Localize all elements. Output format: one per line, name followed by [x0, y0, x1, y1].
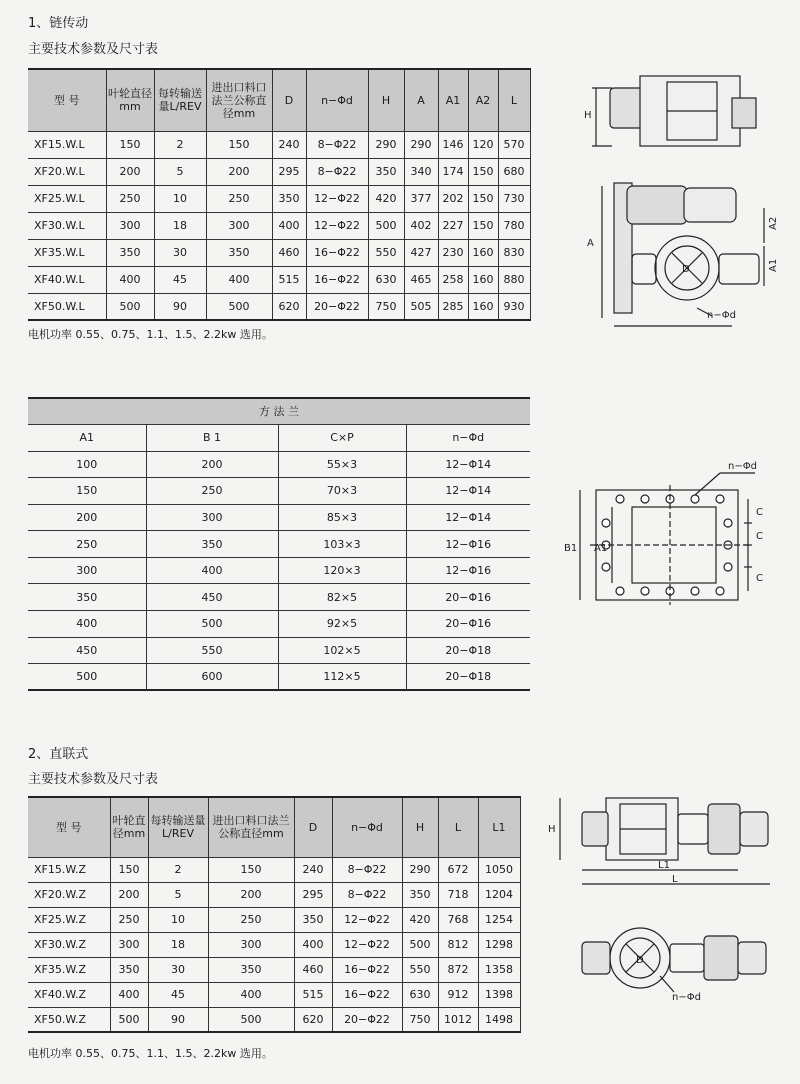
cell: 146 — [438, 131, 468, 158]
cell: 350 — [368, 158, 404, 185]
cell: 18 — [154, 212, 206, 239]
dim-a-label: A — [587, 238, 594, 249]
cell: 550 — [146, 637, 278, 664]
cell: 160 — [468, 239, 498, 266]
header-flange-diameter: 进出口料口法兰公称直径mm — [206, 69, 272, 131]
header-h: H — [368, 69, 404, 131]
cell: 16−Φ22 — [332, 957, 402, 982]
header-l: L — [438, 797, 478, 857]
cell: 70×3 — [278, 478, 406, 505]
cell: 285 — [438, 293, 468, 320]
table-row — [28, 185, 530, 212]
cell: 45 — [148, 982, 208, 1007]
cell: 5 — [154, 158, 206, 185]
cell: 10 — [154, 185, 206, 212]
dim-c-label: C — [756, 573, 763, 584]
cell: 150 — [468, 185, 498, 212]
cell: 258 — [438, 266, 468, 293]
header-cxp: C×P — [278, 424, 406, 451]
cell: 250 — [146, 478, 278, 505]
cell: 20−Φ22 — [332, 1007, 402, 1032]
direct-drive-spec-table — [28, 796, 521, 1033]
cell: XF20.W.L — [28, 158, 106, 185]
cell: 620 — [272, 293, 306, 320]
cell: 100 — [28, 451, 146, 478]
cell: 1358 — [478, 957, 520, 982]
cell: 450 — [146, 584, 278, 611]
cell: 85×3 — [278, 504, 406, 531]
cell: 570 — [498, 131, 530, 158]
cell: 402 — [404, 212, 438, 239]
cell: 500 — [368, 212, 404, 239]
cell: XF35.W.L — [28, 239, 106, 266]
cell: 450 — [28, 637, 146, 664]
table-row — [28, 1007, 520, 1032]
cell: 20−Φ16 — [406, 611, 530, 638]
cell: 500 — [106, 293, 154, 320]
header-d: D — [272, 69, 306, 131]
cell: 103×3 — [278, 531, 406, 558]
cell: 150 — [468, 212, 498, 239]
cell: 150 — [468, 158, 498, 185]
cell: 300 — [28, 557, 146, 584]
cell: 505 — [404, 293, 438, 320]
table-row — [28, 664, 530, 691]
cell: 2 — [154, 131, 206, 158]
cell: 400 — [28, 611, 146, 638]
section2-subheading: 主要技术参数及尺寸表 — [28, 772, 159, 787]
cell: 160 — [468, 293, 498, 320]
cell: 18 — [148, 932, 208, 957]
cell: 16−Φ22 — [306, 266, 368, 293]
cell: 45 — [154, 266, 206, 293]
dim-nd-label: n−Φd — [707, 310, 736, 321]
dim-d-label: D — [682, 264, 690, 275]
cell: 550 — [368, 239, 404, 266]
cell: XF15.W.Z — [28, 857, 110, 882]
cell: 55×3 — [278, 451, 406, 478]
table-row — [28, 882, 520, 907]
cell: 515 — [294, 982, 332, 1007]
cell: 350 — [110, 957, 148, 982]
cell: 730 — [498, 185, 530, 212]
dim-b1-label: B1 — [564, 543, 578, 554]
cell: 290 — [368, 131, 404, 158]
table-row — [28, 266, 530, 293]
cell: 550 — [402, 957, 438, 982]
cell: 400 — [206, 266, 272, 293]
cell: 227 — [438, 212, 468, 239]
cell: 200 — [106, 158, 154, 185]
cell: 1050 — [478, 857, 520, 882]
cell: 12−Φ14 — [406, 504, 530, 531]
cell: 340 — [404, 158, 438, 185]
dim-nd-label: n−Φd — [672, 992, 701, 1003]
dim-c-label: C — [756, 507, 763, 518]
header-a: A — [404, 69, 438, 131]
cell: 400 — [272, 212, 306, 239]
cell: 8−Φ22 — [306, 158, 368, 185]
table-row — [28, 611, 530, 638]
cell: 200 — [146, 451, 278, 478]
cell: 460 — [294, 957, 332, 982]
section2-note: 电机功率 0.55、0.75、1.1、1.5、2.2kw 选用。 — [28, 1047, 273, 1060]
dim-h-label: H — [548, 824, 556, 835]
header-model: 型 号 — [28, 69, 106, 131]
cell: 290 — [404, 131, 438, 158]
cell: 750 — [402, 1007, 438, 1032]
cell: 400 — [146, 557, 278, 584]
cell: 812 — [438, 932, 478, 957]
cell: 112×5 — [278, 664, 406, 691]
cell: 500 — [110, 1007, 148, 1032]
section2-heading: 2、直联式 — [28, 747, 89, 762]
cell: 500 — [28, 664, 146, 691]
cell: 8−Φ22 — [306, 131, 368, 158]
cell: 240 — [294, 857, 332, 882]
table-row — [28, 239, 530, 266]
cell: 350 — [208, 957, 294, 982]
cell: 12−Φ14 — [406, 478, 530, 505]
header-b1: B 1 — [146, 424, 278, 451]
cell: 12−Φ22 — [306, 212, 368, 239]
cell: 12−Φ22 — [306, 185, 368, 212]
cell: 230 — [438, 239, 468, 266]
table-row — [28, 478, 530, 505]
cell: 500 — [146, 611, 278, 638]
cell: 872 — [438, 957, 478, 982]
table-row — [28, 907, 520, 932]
cell: 350 — [402, 882, 438, 907]
table-row — [28, 637, 530, 664]
cell: 82×5 — [278, 584, 406, 611]
header-a1: A1 — [438, 69, 468, 131]
cell: 200 — [206, 158, 272, 185]
flange-title: 方 法 兰 — [28, 398, 530, 424]
header-impeller-diameter: 叶轮直径mm — [110, 797, 148, 857]
cell: 12−Φ22 — [332, 932, 402, 957]
cell: 680 — [498, 158, 530, 185]
table-row — [28, 212, 530, 239]
cell: 20−Φ22 — [306, 293, 368, 320]
dim-nd-label: n−Φd — [728, 461, 757, 472]
table-row — [28, 451, 530, 478]
header-n-phid: n−Φd — [306, 69, 368, 131]
cell: 350 — [272, 185, 306, 212]
cell: 377 — [404, 185, 438, 212]
table-row — [28, 131, 530, 158]
cell: 12−Φ16 — [406, 557, 530, 584]
cell: 30 — [148, 957, 208, 982]
cell: 400 — [106, 266, 154, 293]
cell: 400 — [208, 982, 294, 1007]
cell: XF25.W.Z — [28, 907, 110, 932]
cell: 295 — [294, 882, 332, 907]
cell: 880 — [498, 266, 530, 293]
cell: 912 — [438, 982, 478, 1007]
cell: XF50.W.L — [28, 293, 106, 320]
table-row — [28, 584, 530, 611]
square-flange-drawing — [560, 455, 790, 625]
cell: 150 — [206, 131, 272, 158]
cell: XF40.W.L — [28, 266, 106, 293]
table-row — [28, 293, 530, 320]
cell: 350 — [106, 239, 154, 266]
section1-note: 电机功率 0.55、0.75、1.1、1.5、2.2kw 选用。 — [28, 328, 273, 341]
cell: XF30.W.L — [28, 212, 106, 239]
header-model: 型 号 — [28, 797, 110, 857]
header-volume-per-rev: 每转输送量L/REV — [148, 797, 208, 857]
header-l: L — [498, 69, 530, 131]
cell: 400 — [294, 932, 332, 957]
cell: XF50.W.Z — [28, 1007, 110, 1032]
header-n-phid: n−Φd — [332, 797, 402, 857]
cell: 8−Φ22 — [332, 882, 402, 907]
cell: 300 — [146, 504, 278, 531]
table-row — [28, 982, 520, 1007]
cell: 350 — [146, 531, 278, 558]
cell: 200 — [28, 504, 146, 531]
table-row — [28, 857, 520, 882]
cell: 250 — [106, 185, 154, 212]
cell: 1254 — [478, 907, 520, 932]
header-impeller-diameter: 叶轮直径mm — [106, 69, 154, 131]
cell: 16−Φ22 — [306, 239, 368, 266]
chain-drive-spec-table — [28, 68, 531, 321]
cell: 20−Φ16 — [406, 584, 530, 611]
dim-a2-label: A2 — [768, 216, 779, 230]
cell: 300 — [208, 932, 294, 957]
dim-a1-label: A1 — [768, 258, 779, 272]
cell: 500 — [402, 932, 438, 957]
cell: 250 — [206, 185, 272, 212]
cell: XF40.W.Z — [28, 982, 110, 1007]
dim-l-label: L — [672, 874, 678, 885]
cell: 930 — [498, 293, 530, 320]
header-volume-per-rev: 每转输送 量L/REV — [154, 69, 206, 131]
cell: 515 — [272, 266, 306, 293]
cell: 350 — [28, 584, 146, 611]
cell: 202 — [438, 185, 468, 212]
cell: 780 — [498, 212, 530, 239]
cell: 460 — [272, 239, 306, 266]
square-flange-table — [28, 397, 530, 691]
cell: 620 — [294, 1007, 332, 1032]
cell: 300 — [206, 212, 272, 239]
direct-drive-drawing — [548, 780, 788, 1010]
cell: 20−Φ18 — [406, 664, 530, 691]
header-n-phid: n−Φd — [406, 424, 530, 451]
chain-drive-drawing — [572, 68, 787, 353]
cell: 200 — [208, 882, 294, 907]
cell: 350 — [294, 907, 332, 932]
cell: XF30.W.Z — [28, 932, 110, 957]
cell: 465 — [404, 266, 438, 293]
header-flange-diameter: 进出口料口法兰公称直径mm — [208, 797, 294, 857]
cell: 830 — [498, 239, 530, 266]
cell: XF25.W.L — [28, 185, 106, 212]
cell: 718 — [438, 882, 478, 907]
cell: 1398 — [478, 982, 520, 1007]
header-h: H — [402, 797, 438, 857]
cell: 102×5 — [278, 637, 406, 664]
dim-l1-label: L1 — [658, 860, 670, 871]
table-row — [28, 531, 530, 558]
cell: 150 — [106, 131, 154, 158]
cell: 150 — [110, 857, 148, 882]
cell: 768 — [438, 907, 478, 932]
cell: 400 — [110, 982, 148, 1007]
cell: 250 — [28, 531, 146, 558]
cell: 427 — [404, 239, 438, 266]
cell: 600 — [146, 664, 278, 691]
cell: 1298 — [478, 932, 520, 957]
cell: 90 — [148, 1007, 208, 1032]
cell: 750 — [368, 293, 404, 320]
cell: 120 — [468, 131, 498, 158]
dim-h-label: H — [584, 110, 592, 121]
cell: 174 — [438, 158, 468, 185]
cell: 150 — [208, 857, 294, 882]
cell: 12−Φ22 — [332, 907, 402, 932]
cell: 20−Φ18 — [406, 637, 530, 664]
section1-subheading: 主要技术参数及尺寸表 — [28, 42, 159, 57]
cell: 295 — [272, 158, 306, 185]
cell: 30 — [154, 239, 206, 266]
section1-heading: 1、链传动 — [28, 16, 89, 31]
cell: 290 — [402, 857, 438, 882]
cell: 630 — [402, 982, 438, 1007]
cell: 500 — [206, 293, 272, 320]
table-row — [28, 957, 520, 982]
cell: 630 — [368, 266, 404, 293]
cell: 420 — [402, 907, 438, 932]
table-row — [28, 932, 520, 957]
cell: 1012 — [438, 1007, 478, 1032]
cell: 150 — [28, 478, 146, 505]
cell: 160 — [468, 266, 498, 293]
cell: 90 — [154, 293, 206, 320]
cell: 12−Φ16 — [406, 531, 530, 558]
cell: 250 — [208, 907, 294, 932]
cell: 250 — [110, 907, 148, 932]
cell: 10 — [148, 907, 208, 932]
header-d: D — [294, 797, 332, 857]
cell: 12−Φ14 — [406, 451, 530, 478]
dim-a1-label: A1 — [594, 543, 608, 554]
header-a1: A1 — [28, 424, 146, 451]
cell: 500 — [208, 1007, 294, 1032]
header-l1: L1 — [478, 797, 520, 857]
cell: 120×3 — [278, 557, 406, 584]
cell: 300 — [110, 932, 148, 957]
cell: 420 — [368, 185, 404, 212]
cell: 672 — [438, 857, 478, 882]
cell: XF15.W.L — [28, 131, 106, 158]
dim-c-label: C — [756, 531, 763, 542]
cell: XF20.W.Z — [28, 882, 110, 907]
cell: 5 — [148, 882, 208, 907]
cell: 1204 — [478, 882, 520, 907]
cell: 300 — [106, 212, 154, 239]
cell: 1498 — [478, 1007, 520, 1032]
cell: 8−Φ22 — [332, 857, 402, 882]
cell: 16−Φ22 — [332, 982, 402, 1007]
cell: XF35.W.Z — [28, 957, 110, 982]
cell: 240 — [272, 131, 306, 158]
dim-d-label: D — [636, 955, 644, 966]
cell: 350 — [206, 239, 272, 266]
table-row — [28, 557, 530, 584]
cell: 2 — [148, 857, 208, 882]
header-a2: A2 — [468, 69, 498, 131]
cell: 200 — [110, 882, 148, 907]
table-row — [28, 504, 530, 531]
cell: 92×5 — [278, 611, 406, 638]
table-row — [28, 158, 530, 185]
